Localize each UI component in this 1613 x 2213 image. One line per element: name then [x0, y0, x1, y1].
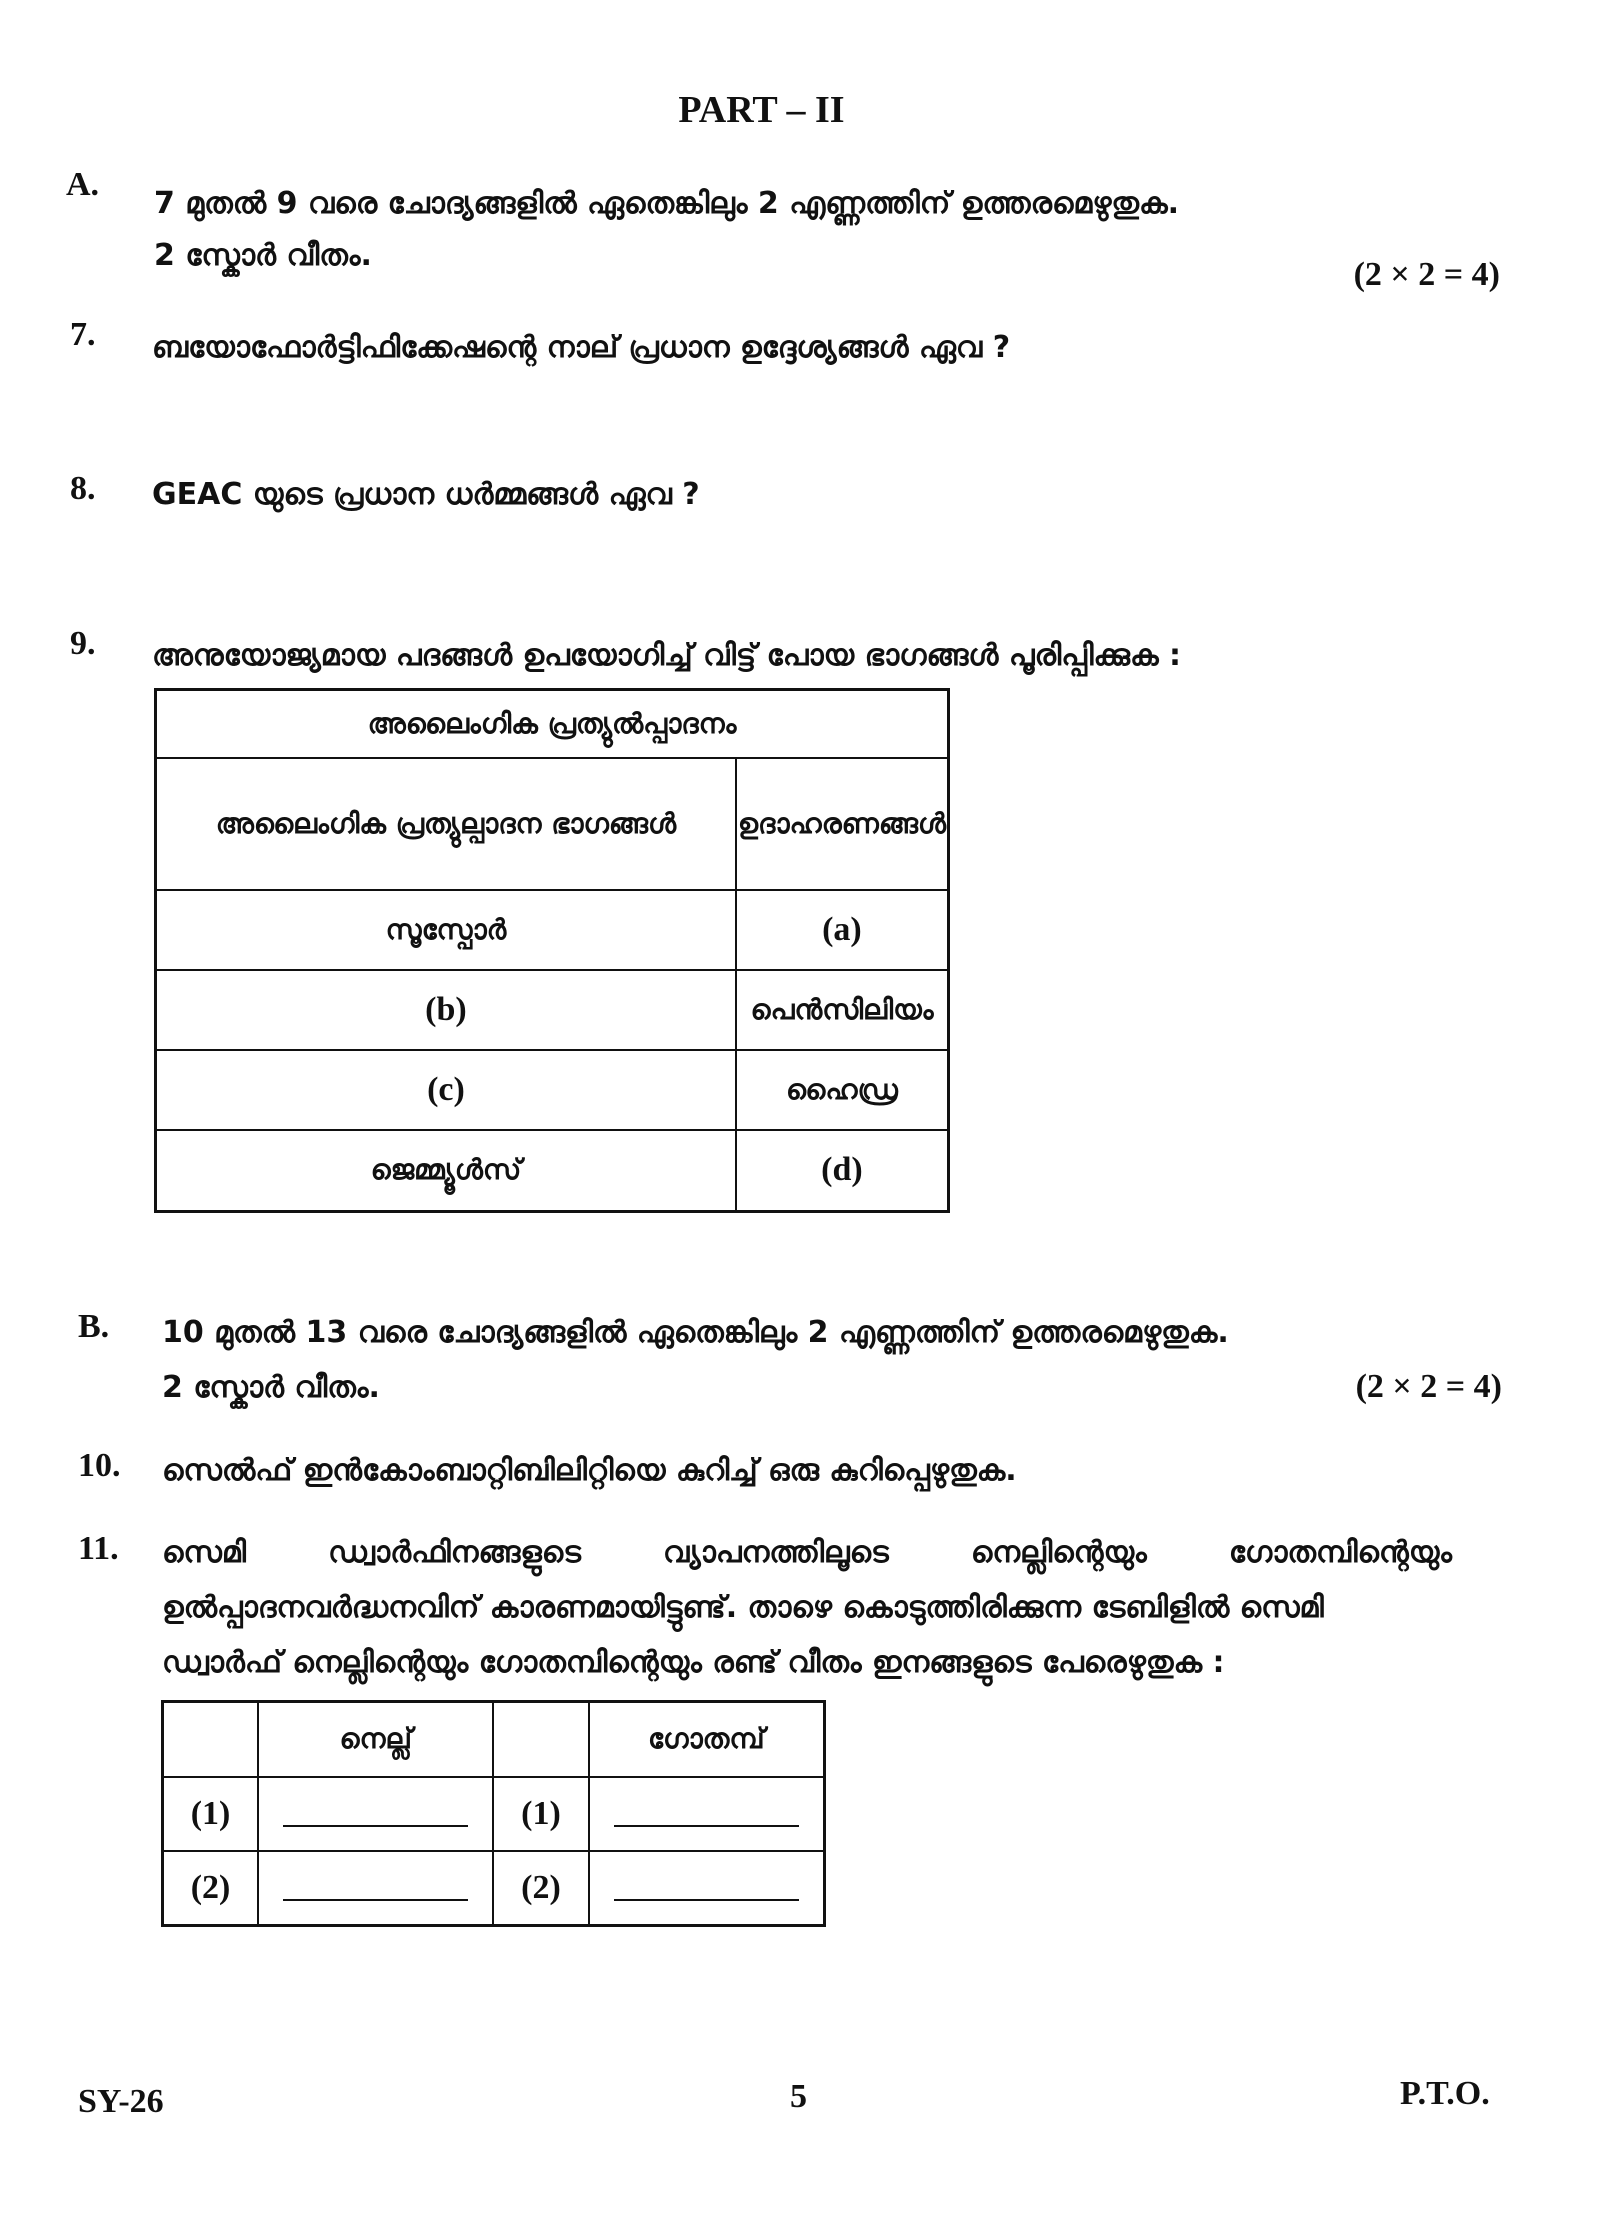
table9-cell: ജെമ്മ്യൂൾസ്: [156, 1130, 736, 1212]
wheat-answer-2[interactable]: [589, 1851, 825, 1926]
q11-word: സെമി: [162, 1535, 247, 1570]
section-a-score-note: 2 സ്കോർ വീതം.: [154, 238, 372, 273]
section-a-letter: A.: [66, 166, 100, 203]
table11-blank-header: [163, 1702, 259, 1777]
q11-word: ഗോതമ്പിന്റെയും: [1228, 1535, 1452, 1570]
rice-answer-1[interactable]: [258, 1777, 493, 1851]
question-11-line-2: ഉൽപ്പാദനവർദ്ധനവിന് കാരണമായിട്ടുണ്ട്. താഴെ കൊടുത്തിരിക്കുന്ന ടേബിളിൽ സെമി: [162, 1590, 1324, 1625]
q11-word: ഡ്വാർഫിനങ്ങളുടെ: [328, 1535, 581, 1570]
table11-header-wheat: ഗോതമ്പ്: [589, 1702, 825, 1777]
table9-cell: (a): [736, 890, 949, 970]
table9-cell: (b): [156, 970, 736, 1050]
table9-cell: (d): [736, 1130, 949, 1212]
table11-header-rice: നെല്ല്: [258, 1702, 493, 1777]
table9-cell: ഹൈഡ്ര: [736, 1050, 949, 1130]
table9-cell: (c): [156, 1050, 736, 1130]
table11-number: (1): [493, 1777, 588, 1851]
section-b-marks: (2 × 2 = 4): [1355, 1368, 1502, 1405]
answer-blank-line: [614, 1877, 799, 1901]
answer-blank-line: [614, 1803, 799, 1827]
question-8-number: 8.: [70, 470, 96, 507]
question-7-number: 7.: [70, 316, 96, 353]
question-10-number: 10.: [78, 1447, 121, 1484]
section-b-score-note: 2 സ്കോർ വീതം.: [162, 1370, 380, 1405]
table9-title: അലൈംഗിക പ്രത്യുൽപ്പാദനം: [156, 690, 949, 758]
question-11-line-1: [162, 1535, 1452, 1570]
question-8-text: GEAC യുടെ പ്രധാന ധർമ്മങ്ങൾ ഏവ ?: [152, 477, 700, 512]
table11-number: (2): [493, 1851, 588, 1926]
table11-blank-header: [493, 1702, 588, 1777]
paper-code: SY-26: [78, 2083, 164, 2120]
asexual-reproduction-table: [154, 688, 950, 1213]
answer-blank-line: [283, 1877, 468, 1901]
please-turn-over: P.T.O.: [1400, 2075, 1490, 2112]
table9-header-right: ഉദാഹരണങ്ങൾ: [736, 758, 949, 890]
question-10-text: സെൽഫ് ഇൻകോംബാറ്റിബിലിറ്റിയെ കുറിച്ച് ഒരു കുറിപ്പെഴുതുക.: [162, 1453, 1017, 1488]
section-a-instruction: 7 മുതൽ 9 വരെ ചോദ്യങ്ങളിൽ ഏതെങ്കിലും 2 എണ്ണത്തിന് ഉത്തരമെഴുതുക.: [154, 186, 1180, 221]
question-11-number: 11.: [78, 1530, 119, 1567]
rice-answer-2[interactable]: [258, 1851, 493, 1926]
question-9-number: 9.: [70, 625, 96, 662]
section-b-instruction: 10 മുതൽ 13 വരെ ചോദ്യങ്ങളിൽ ഏതെങ്കിലും 2 എണ്ണത്തിന് ഉത്തരമെഴുതുക.: [162, 1315, 1229, 1350]
question-9-text: അനുയോജ്യമായ പദങ്ങൾ ഉപയോഗിച്ച് വിട്ട് പോയ ഭാഗങ്ങൾ പൂരിപ്പിക്കുക :: [152, 638, 1182, 673]
answer-blank-line: [283, 1803, 468, 1827]
wheat-answer-1[interactable]: [589, 1777, 825, 1851]
table9-cell: പെൻസിലിയം: [736, 970, 949, 1050]
table11-number: (1): [163, 1777, 259, 1851]
table9-cell: സൂസ്പോർ: [156, 890, 736, 970]
question-7-text: ബയോഫോർട്ടിഫിക്കേഷന്റെ നാല് പ്രധാന ഉദ്ദേശ്യങ്ങൾ ഏവ ?: [152, 330, 1011, 365]
section-b-letter: B.: [78, 1308, 110, 1345]
q11-word: വ്യാപനത്തിലൂടെ: [663, 1535, 889, 1570]
q11-word: നെല്ലിന്റെയും: [970, 1535, 1147, 1570]
question-11-line-3: ഡ്വാർഫ് നെല്ലിന്റെയും ഗോതമ്പിന്റെയും രണ്ട് വീതം ഇനങ്ങളുടെ പേരെഴുതുക :: [162, 1645, 1225, 1680]
part-title: PART – II: [678, 89, 845, 131]
section-a-marks: (2 × 2 = 4): [1353, 256, 1500, 293]
table9-header-left: അലൈംഗിക പ്രത്യുല്പാദന ഭാഗങ്ങൾ: [156, 758, 736, 890]
semi-dwarf-varieties-table: [161, 1700, 826, 1927]
table11-number: (2): [163, 1851, 259, 1926]
page-number: 5: [790, 2078, 807, 2115]
